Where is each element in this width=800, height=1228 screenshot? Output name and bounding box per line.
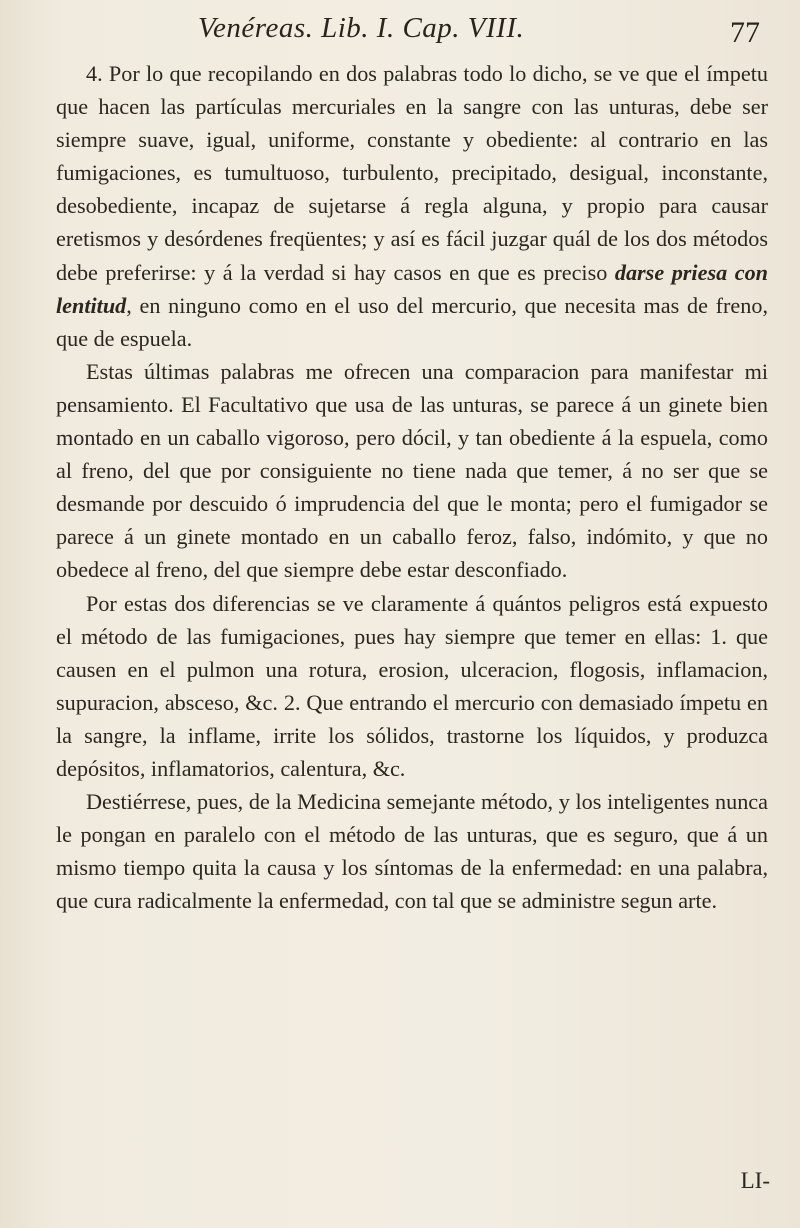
- italic-phrase: darse priesa con lentitud: [56, 259, 769, 318]
- running-head: Venéreas. Lib. I. Cap. VIII.: [198, 12, 525, 44]
- paragraph-1-start: 4. Por lo que recopilando en dos palabras todo lo dicho, se ve que el ímpetu que hacen las partículas mercuriales en la sangre con las unturas, debe ser siempre suave, igual, uniforme, constante y obediente: al contrario en las fumigaciones, es tumultuoso, turbulento, precipitado, desigual, inconstante, desobediente, incapaz de sujetarse á regla alguna, y propio para causar eretismos y desórdenes freqüentes; y así es fácil juzgar quál de los dos métodos debe preferirse: y á la verdad si hay casos en que es preciso: [56, 61, 768, 285]
- body-text: [56, 57, 768, 917]
- page-header: [60, 10, 760, 50]
- paragraph-1-end: , en ninguno como en el uso del mercurio, que necesita mas de freno, que de espuela.: [56, 292, 768, 351]
- paragraph-1: [56, 57, 768, 355]
- paragraph-4: Destiérrese, pues, de la Medicina semejante método, y los inteligentes nunca le pongan en paralelo con el método de las unturas, que es seguro, que á un mismo tiempo quita la causa y los síntomas de la enfermedad: en una palabra, que cura radicalmente la enfermedad, con tal que se administre segun arte.: [56, 789, 768, 914]
- paragraph-3: Por estas dos diferencias se ve claramente á quántos peligros está expuesto el método de las fumigaciones, pues hay siempre que temer en ellas: 1. que causen en el pulmon una rotura, erosion, ulceracion, flogosis, inflamacion, supuracion, absceso, &c. 2. Que entrando el mercurio con demasiado ímpetu en la sangre, la inflame, irrite los sólidos, trastorne los líquidos, y produzca depósitos, inflamatorios, calentura, &c.: [56, 590, 768, 781]
- catchword: LI-: [740, 1168, 770, 1193]
- page-number: 77: [730, 16, 760, 49]
- paragraph-2: Estas últimas palabras me ofrecen una comparacion para manifestar mi pensamiento. El Facultativo que usa de las unturas, se parece á un ginete bien montado en un caballo vigoroso, pero dócil, y tan obediente á la espuela, como al freno, del que por consiguiente no tiene nada que temer, á no ser que se desmande por descuido ó imprudencia del que le monta; pero el fumigador se parece á un ginete montado en un caballo feroz, falso, indómito, y que no obedece al freno, del que siempre debe estar desconfiado.: [56, 358, 768, 583]
